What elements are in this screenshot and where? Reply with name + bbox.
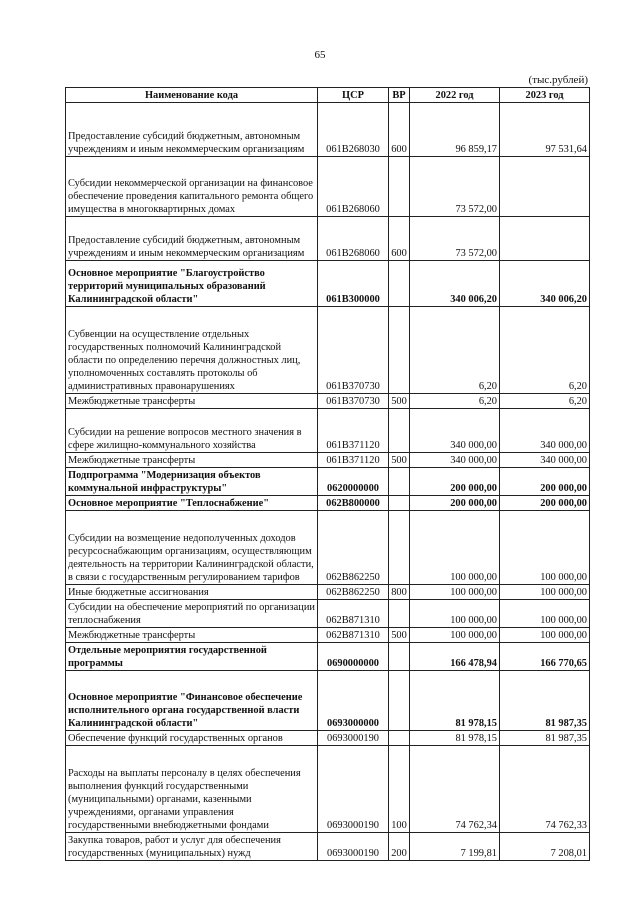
page-number: 65 [314, 49, 326, 61]
table-row [66, 833, 590, 861]
row-name: Субсидии на возмещение недополученных доходов ресурсоснабжающим организациям, осуществляющим деятельность на территории Калининградской области, в связи с государственным регулированием тарифов [66, 511, 318, 585]
row-csr: 061B268060 [318, 157, 389, 217]
row-name: Субсидии некоммерческой организации на финансовое обеспечение проведения капитального ремонта общего имущества в многоквартирных домах [66, 157, 318, 217]
row-vr [389, 261, 410, 307]
row-2022: 96 859,17 [410, 103, 500, 157]
header-2022: 2022 год [410, 88, 500, 103]
row-2022: 100 000,00 [410, 628, 500, 643]
row-csr: 062B862250 [318, 585, 389, 600]
row-2023: 100 000,00 [500, 511, 590, 585]
row-vr: 600 [389, 217, 410, 261]
table-row [66, 671, 590, 731]
row-name: Субсидии на решение вопросов местного значения в сфере жилищно-коммунального хозяйства [66, 409, 318, 453]
row-vr: 500 [389, 394, 410, 409]
row-2022: 7 199,81 [410, 833, 500, 861]
table-row [66, 643, 590, 671]
row-csr: 0693000190 [318, 731, 389, 746]
row-vr: 500 [389, 628, 410, 643]
table-row [66, 746, 590, 833]
row-2022: 81 978,15 [410, 731, 500, 746]
row-2023: 7 208,01 [500, 833, 590, 861]
row-2023: 166 770,65 [500, 643, 590, 671]
header-name: Наименование кода [66, 88, 318, 103]
table-row [66, 511, 590, 585]
row-csr: 061B371120 [318, 453, 389, 468]
row-2022: 81 978,15 [410, 671, 500, 731]
row-2022: 340 006,20 [410, 261, 500, 307]
row-2022: 100 000,00 [410, 600, 500, 628]
row-vr [389, 496, 410, 511]
table-row [66, 103, 590, 157]
row-csr: 0693000000 [318, 671, 389, 731]
row-name: Иные бюджетные ассигнования [66, 585, 318, 600]
row-name: Основное мероприятие "Финансовое обеспечение исполнительного органа государственной власти Калининградской области" [66, 671, 318, 731]
row-2023: 340 006,20 [500, 261, 590, 307]
row-csr: 0693000190 [318, 833, 389, 861]
row-csr: 061B300000 [318, 261, 389, 307]
table-row [66, 394, 590, 409]
table-row [66, 468, 590, 496]
row-csr: 061B370730 [318, 394, 389, 409]
row-name: Основное мероприятие "Теплоснабжение" [66, 496, 318, 511]
table-row [66, 496, 590, 511]
row-vr [389, 731, 410, 746]
row-csr: 061B268030 [318, 103, 389, 157]
row-csr: 0620000000 [318, 468, 389, 496]
row-csr: 062B871310 [318, 628, 389, 643]
row-vr: 600 [389, 103, 410, 157]
row-2023: 81 987,35 [500, 671, 590, 731]
row-2022: 73 572,00 [410, 157, 500, 217]
row-2023: 100 000,00 [500, 628, 590, 643]
table-row [66, 628, 590, 643]
units-label: (тыс.рублей) [528, 74, 588, 86]
table-row [66, 409, 590, 453]
row-csr: 0690000000 [318, 643, 389, 671]
row-2023: 100 000,00 [500, 585, 590, 600]
row-name: Расходы на выплаты персоналу в целях обеспечения выполнения функций государственными (муниципальными) органами, казенными учреждениями, органами управления государственными внебюджетными фондами [66, 746, 318, 833]
row-name: Отдельные мероприятия государственной программы [66, 643, 318, 671]
row-vr: 500 [389, 453, 410, 468]
row-2023: 200 000,00 [500, 468, 590, 496]
budget-table [65, 87, 590, 861]
row-vr: 800 [389, 585, 410, 600]
row-2023: 6,20 [500, 394, 590, 409]
header-vr: ВР [389, 88, 410, 103]
header-2023: 2023 год [500, 88, 590, 103]
row-vr [389, 600, 410, 628]
row-2022: 340 000,00 [410, 453, 500, 468]
row-2023 [500, 157, 590, 217]
table-row [66, 600, 590, 628]
row-2022: 6,20 [410, 307, 500, 394]
row-2022: 166 478,94 [410, 643, 500, 671]
row-name: Межбюджетные трансферты [66, 394, 318, 409]
row-name: Субвенции на осуществление отдельных государственных полномочий Калининградской области по определению перечня должностных лиц, уполномоченных составлять протоколы об административных правонарушениях [66, 307, 318, 394]
row-vr [389, 409, 410, 453]
row-2023: 340 000,00 [500, 453, 590, 468]
row-name: Предоставление субсидий бюджетным, автономным учреждениям и иным некоммерческим организациям [66, 103, 318, 157]
row-csr: 061B371120 [318, 409, 389, 453]
table-row [66, 585, 590, 600]
row-csr: 062B800000 [318, 496, 389, 511]
row-name: Основное мероприятие "Благоустройство территорий муниципальных образований Калининградской области" [66, 261, 318, 307]
row-vr: 100 [389, 746, 410, 833]
row-name: Подпрограмма "Модернизация объектов коммунальной инфраструктуры" [66, 468, 318, 496]
row-2022: 200 000,00 [410, 468, 500, 496]
row-name: Межбюджетные трансферты [66, 628, 318, 643]
row-vr [389, 643, 410, 671]
row-vr [389, 157, 410, 217]
row-2023 [500, 217, 590, 261]
row-2022: 100 000,00 [410, 511, 500, 585]
row-name: Предоставление субсидий бюджетным, автономным учреждениям и иным некоммерческим организациям [66, 217, 318, 261]
row-2022: 200 000,00 [410, 496, 500, 511]
row-2023: 100 000,00 [500, 600, 590, 628]
row-name: Субсидии на обеспечение мероприятий по организации теплоснабжения [66, 600, 318, 628]
row-vr [389, 307, 410, 394]
row-2023: 74 762,33 [500, 746, 590, 833]
row-vr [389, 671, 410, 731]
row-csr: 061B370730 [318, 307, 389, 394]
table-row [66, 731, 590, 746]
row-2023: 81 987,35 [500, 731, 590, 746]
row-2022: 340 000,00 [410, 409, 500, 453]
row-2022: 73 572,00 [410, 217, 500, 261]
table-row [66, 217, 590, 261]
row-name: Закупка товаров, работ и услуг для обеспечения государственных (муниципальных) нужд [66, 833, 318, 861]
row-csr: 062B871310 [318, 600, 389, 628]
row-name: Межбюджетные трансферты [66, 453, 318, 468]
row-2022: 74 762,34 [410, 746, 500, 833]
row-2022: 100 000,00 [410, 585, 500, 600]
row-vr: 200 [389, 833, 410, 861]
row-csr: 0693000190 [318, 746, 389, 833]
row-2022: 6,20 [410, 394, 500, 409]
table-row [66, 307, 590, 394]
row-csr: 062B862250 [318, 511, 389, 585]
table-row [66, 453, 590, 468]
row-csr: 061B268060 [318, 217, 389, 261]
row-2023: 200 000,00 [500, 496, 590, 511]
row-2023: 97 531,64 [500, 103, 590, 157]
row-2023: 340 000,00 [500, 409, 590, 453]
table-row [66, 157, 590, 217]
table-row [66, 261, 590, 307]
row-2023: 6,20 [500, 307, 590, 394]
row-vr [389, 511, 410, 585]
table-header-row [66, 88, 590, 103]
header-csr: ЦСР [318, 88, 389, 103]
row-name: Обеспечение функций государственных органов [66, 731, 318, 746]
row-vr [389, 468, 410, 496]
